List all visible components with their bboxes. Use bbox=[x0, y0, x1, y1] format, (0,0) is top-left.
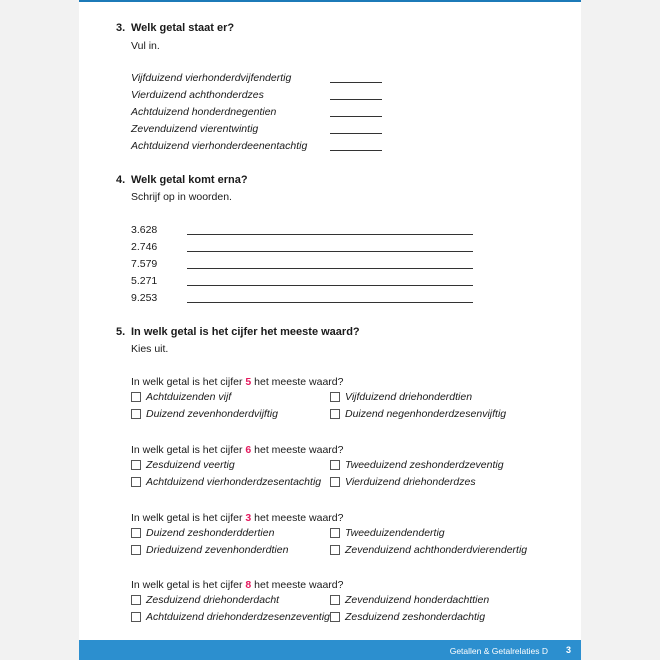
q5-group-2-option-3[interactable]: Achtduizend vierhonderdzesentachtig bbox=[131, 476, 321, 488]
q3-item-4: Zevenduizend vierentwintig bbox=[131, 123, 259, 135]
question-4-instruction: Schrijf op in woorden. bbox=[131, 191, 232, 203]
checkbox[interactable] bbox=[330, 409, 340, 419]
checkbox[interactable] bbox=[330, 477, 340, 487]
q3-item-1: Vijfduizend vierhonderdvijfendertig bbox=[131, 72, 292, 84]
q5-group-4-option-1[interactable]: Zesduizend driehonderdacht bbox=[131, 594, 279, 606]
checkbox[interactable] bbox=[131, 477, 141, 487]
q5-group-1-option-2[interactable]: Vijfduizend driehonderdtien bbox=[330, 391, 472, 403]
q5-group-2-option-4[interactable]: Vierduizend driehonderdzes bbox=[330, 476, 476, 488]
q3-answer-1[interactable] bbox=[330, 82, 382, 83]
worksheet-page bbox=[79, 0, 581, 660]
checkbox[interactable] bbox=[330, 595, 340, 605]
q4-number-3: 7.579 bbox=[131, 258, 158, 270]
q5-group-3-option-4[interactable]: Zevenduizend achthonderdvierendertig bbox=[330, 544, 527, 556]
q4-number-1: 3.628 bbox=[131, 224, 158, 236]
q4-answer-3[interactable] bbox=[187, 268, 473, 269]
q3-item-2: Vierduizend achthonderdzes bbox=[131, 89, 264, 101]
q5-group-1-option-4[interactable]: Duizend negenhonderdzesenvijftig bbox=[330, 408, 506, 420]
q5-group-3-option-2[interactable]: Tweeduizendendertig bbox=[330, 527, 445, 539]
q3-item-3: Achtduizend honderdnegentien bbox=[131, 106, 277, 118]
q5-group-2-option-1[interactable]: Zesduizend veertig bbox=[131, 459, 235, 471]
q5-group-1-option-3[interactable]: Duizend zevenhonderdvijftig bbox=[131, 408, 278, 420]
q5-group-2-prompt: In welk getal is het cijfer 6 het meeste waard? bbox=[131, 444, 344, 456]
q5-group-1-option-1[interactable]: Achtduizenden vijf bbox=[131, 391, 231, 403]
q5-group-4-prompt: In welk getal is het cijfer 8 het meeste waard? bbox=[131, 579, 344, 591]
checkbox[interactable] bbox=[330, 612, 340, 622]
checkbox[interactable] bbox=[131, 545, 141, 555]
q3-answer-4[interactable] bbox=[330, 133, 382, 134]
checkbox[interactable] bbox=[131, 460, 141, 470]
q3-answer-2[interactable] bbox=[330, 99, 382, 100]
question-5-title: 5. In welk getal is het cijfer het meeste waard? bbox=[116, 326, 360, 338]
checkbox[interactable] bbox=[131, 409, 141, 419]
q5-group-3-prompt: In welk getal is het cijfer 3 het meeste waard? bbox=[131, 512, 344, 524]
question-3-title: 3. Welk getal staat er? bbox=[116, 22, 235, 34]
page-footer bbox=[79, 640, 581, 660]
question-3-instruction: Vul in. bbox=[131, 40, 160, 52]
q4-answer-1[interactable] bbox=[187, 234, 473, 235]
page-number: 3 bbox=[565, 645, 571, 655]
q4-answer-2[interactable] bbox=[187, 251, 473, 252]
q5-group-2-option-2[interactable]: Tweeduizend zeshonderdzeventig bbox=[330, 459, 504, 471]
checkbox[interactable] bbox=[131, 612, 141, 622]
q5-group-4-option-2[interactable]: Zevenduizend honderdachttien bbox=[330, 594, 489, 606]
q5-group-4-option-3[interactable]: Achtduizend driehonderdzesenzeventig bbox=[131, 611, 330, 623]
highlight-digit: 3 bbox=[245, 512, 252, 524]
q4-number-5: 9.253 bbox=[131, 292, 158, 304]
q3-item-5: Achtduizend vierhonderdeenentachtig bbox=[131, 140, 308, 152]
q5-group-1-prompt: In welk getal is het cijfer 5 het meeste waard? bbox=[131, 376, 344, 388]
q4-answer-5[interactable] bbox=[187, 302, 473, 303]
checkbox[interactable] bbox=[330, 545, 340, 555]
q5-group-4-option-4[interactable]: Zesduizend zeshonderdachtig bbox=[330, 611, 485, 623]
q5-group-3-option-3[interactable]: Drieduizend zevenhonderdtien bbox=[131, 544, 288, 556]
footer-title: Getallen & Getalrelaties D bbox=[449, 646, 548, 656]
q3-answer-5[interactable] bbox=[330, 150, 382, 151]
top-rule bbox=[79, 0, 581, 2]
q4-answer-4[interactable] bbox=[187, 285, 473, 286]
q5-group-3-option-1[interactable]: Duizend zeshonderddertien bbox=[131, 527, 274, 539]
question-4-title: 4. Welk getal komt erna? bbox=[116, 174, 248, 186]
highlight-digit: 8 bbox=[245, 579, 252, 591]
q3-answer-3[interactable] bbox=[330, 116, 382, 117]
checkbox[interactable] bbox=[330, 460, 340, 470]
question-5-instruction: Kies uit. bbox=[131, 343, 169, 355]
highlight-digit: 6 bbox=[245, 444, 252, 456]
checkbox[interactable] bbox=[131, 595, 141, 605]
checkbox[interactable] bbox=[330, 528, 340, 538]
checkbox[interactable] bbox=[131, 392, 141, 402]
checkbox[interactable] bbox=[131, 528, 141, 538]
highlight-digit: 5 bbox=[245, 376, 252, 388]
q4-number-2: 2.746 bbox=[131, 241, 158, 253]
checkbox[interactable] bbox=[330, 392, 340, 402]
q4-number-4: 5.271 bbox=[131, 275, 158, 287]
